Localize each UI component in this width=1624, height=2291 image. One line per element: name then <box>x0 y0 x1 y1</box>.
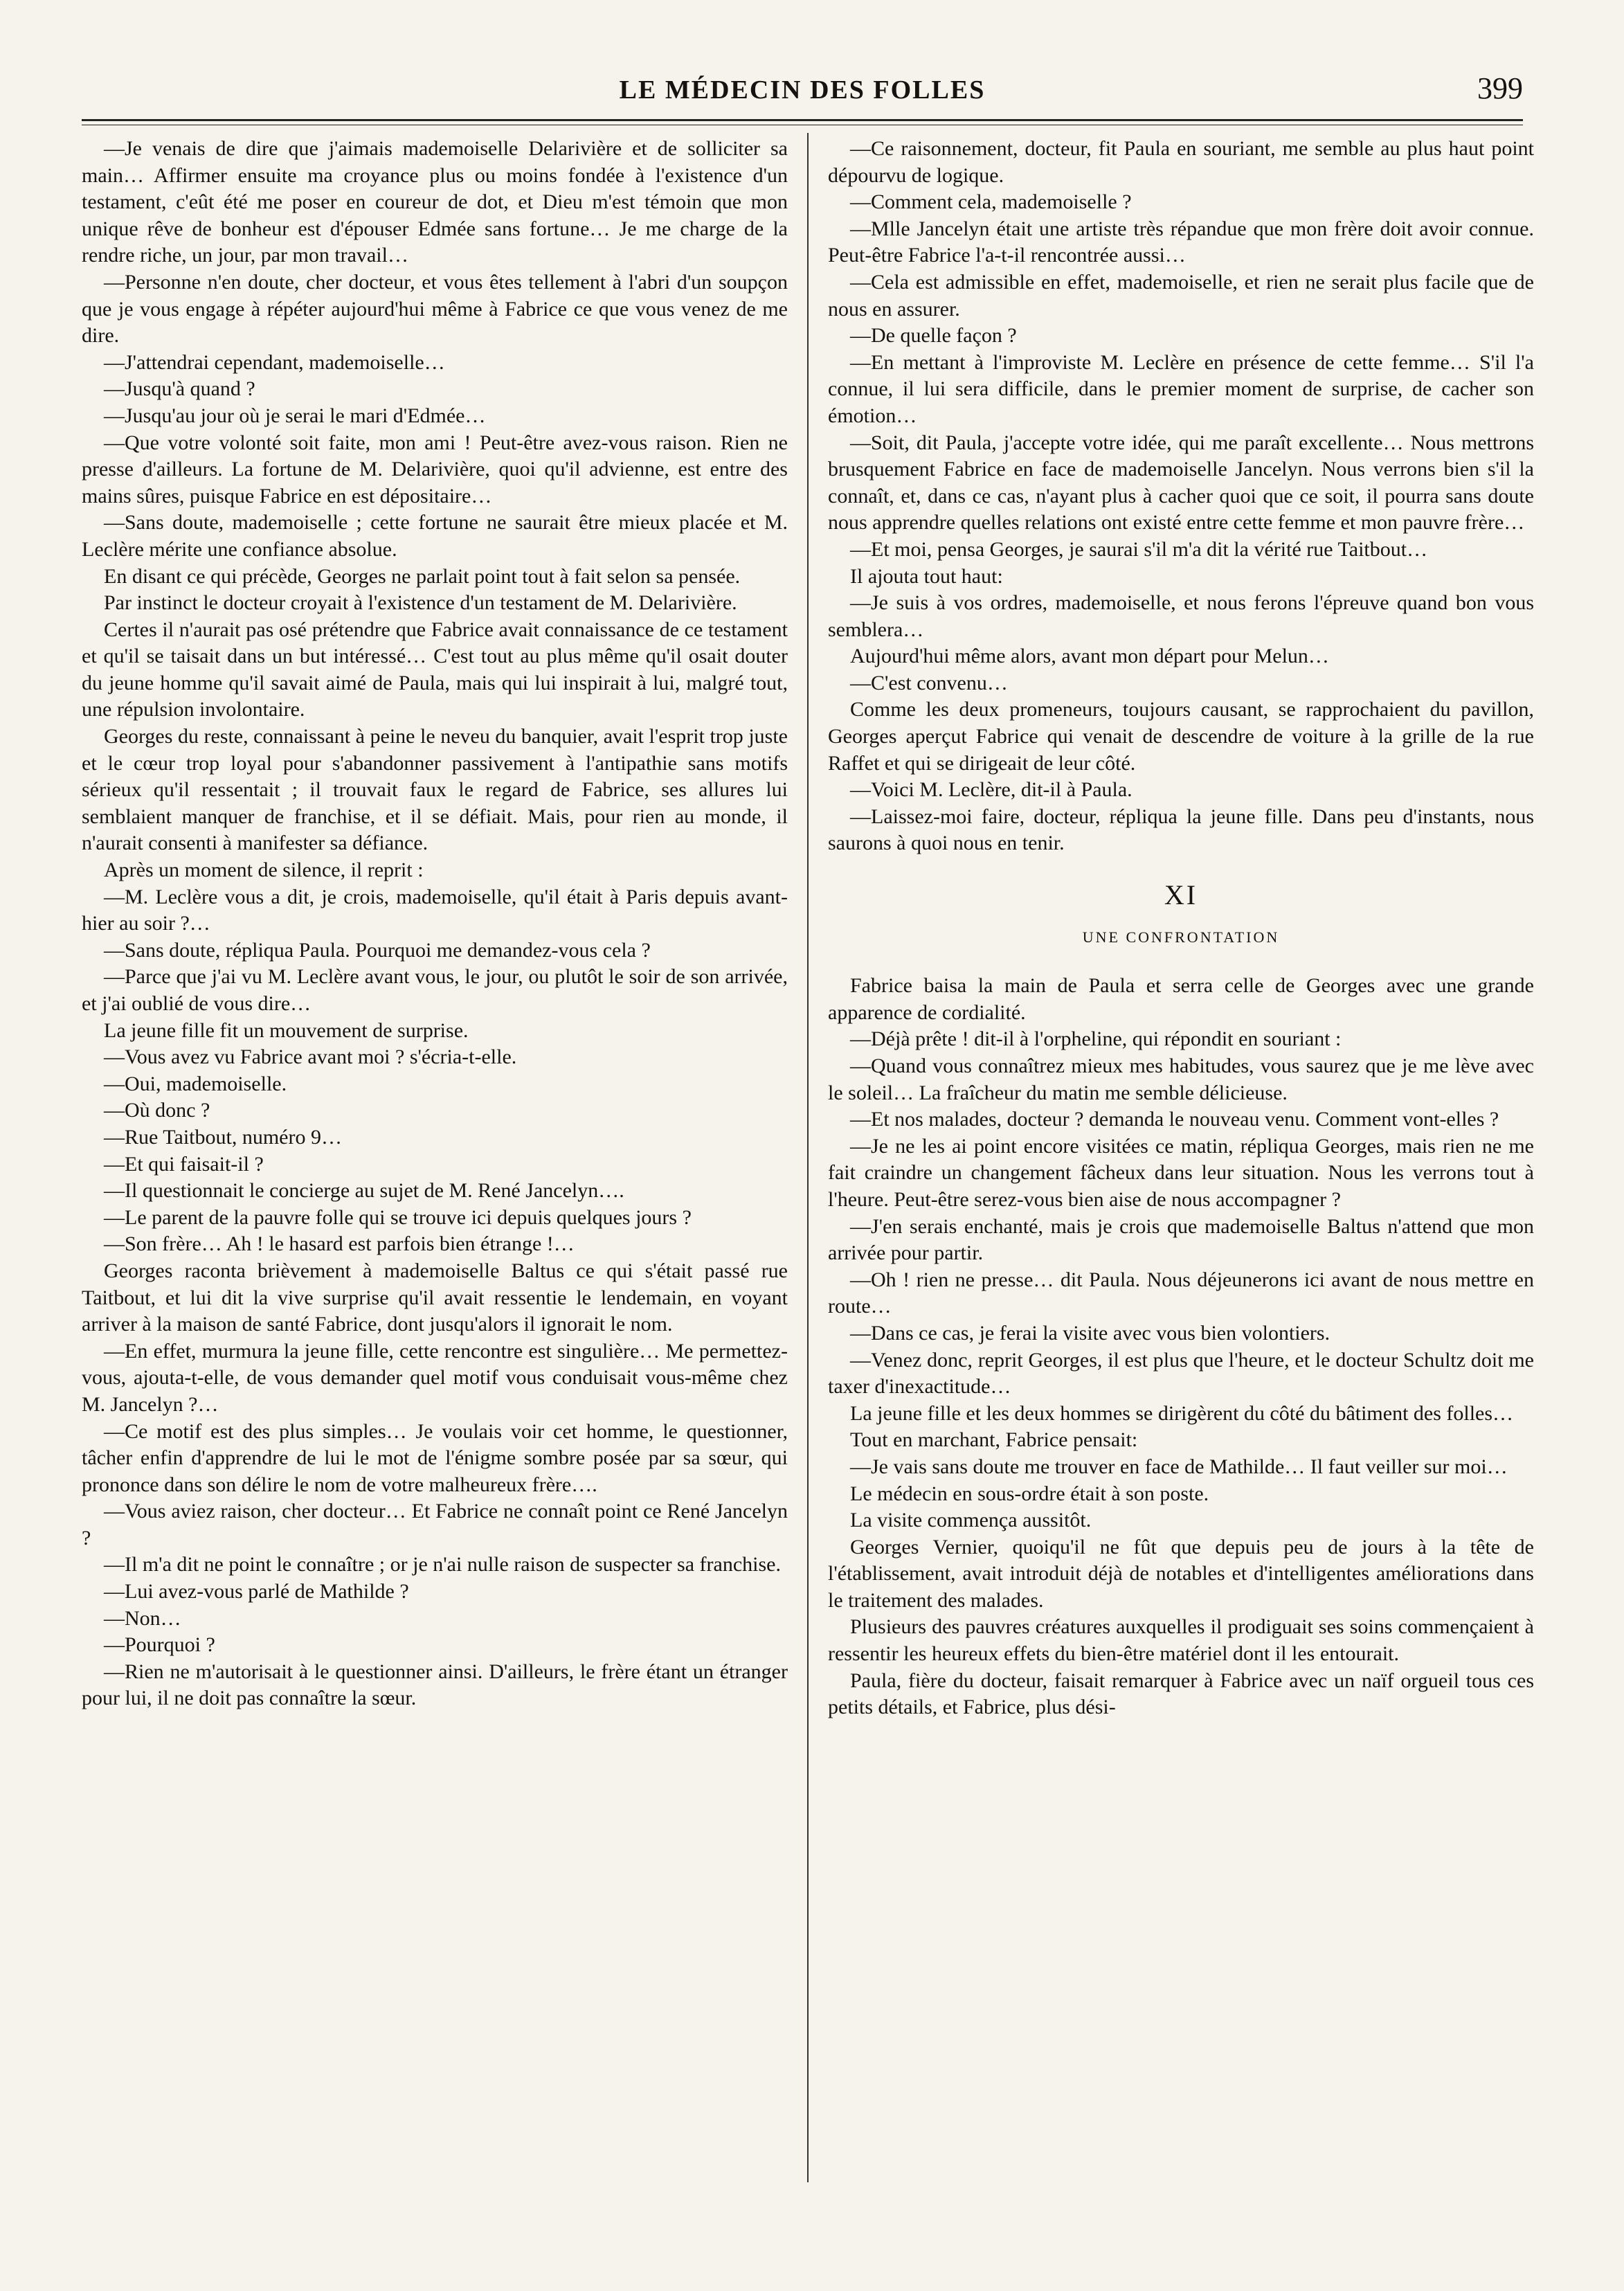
paragraph: —En mettant à l'improviste M. Leclère en présence de cette femme… S'il l'a connue, il lui sera difficile, dans le premier moment de surprise, de cacher son émotion… <box>828 350 1534 427</box>
paragraph: —Rien ne m'autorisait à le questionner ainsi. D'ailleurs, le frère étant un étranger pour lui, il ne doit pas connaître la sœur. <box>82 1660 788 1710</box>
paragraph: —Ce raisonnement, docteur, fit Paula en souriant, me semble au plus haut point dépourvu de logique. <box>828 137 1534 187</box>
header-rule <box>82 119 1523 121</box>
paragraph: —Mlle Jancelyn était une artiste très répandue que mon frère doit avoir connue. Peut-être Fabrice l'a-t-il rencontrée aussi… <box>828 217 1534 267</box>
paragraph: Aujourd'hui même alors, avant mon départ pour Melun… <box>850 645 1329 668</box>
paragraph: Certes il n'aurait pas osé prétendre que Fabrice avait connaissance de ce testament et qu'il se taisait dans un but intéressé… C'est tout au plus même qu'il osait douter du jeune homme qu'il savait aimé de Paula, mais qui lui inspirait à lui, malgré tout, une répulsion involontaire. <box>82 618 788 721</box>
paragraph: Georges du reste, connaissant à peine le neveu du banquier, avait l'esprit trop juste et le cœur trop loyal pour s'abandonner passivement à l'antipathie sans motifs sérieux qu'il ressentait ; il trouvait faux le regard de Fabrice, ses allures lui semblaient manquer de franchise, et il se défiait. Mais, pour rien au monde, il n'aurait consenti à manifester sa défiance. <box>82 725 788 855</box>
paragraph: —Quand vous connaîtrez mieux mes habitudes, vous saurez que je me lève avec le soleil… La fraîcheur du matin me semble délicieuse. <box>828 1054 1534 1104</box>
paragraph: —Et moi, pensa Georges, je saurai s'il m'a dit la vérité rue Taitbout… <box>850 537 1428 561</box>
paragraph: —Je ne les ai point encore visitées ce matin, répliqua Georges, mais rien ne me fait craindre un changement fâcheux dans leur situation. Nous les verrons tout à l'heure. Peut-être serez-vous bien aise de nous accompagner ? <box>828 1134 1534 1211</box>
left-column <box>82 136 788 2195</box>
paragraph: —Et qui faisait-il ? <box>104 1152 264 1176</box>
paragraph: —Jusqu'au jour où je serai le mari d'Edmée… <box>104 404 486 427</box>
paragraph: —Oh ! rien ne presse… dit Paula. Nous déjeunerons ici avant de nous mettre en route… <box>828 1268 1534 1318</box>
chapter-number: XI <box>1164 879 1198 911</box>
chapter-title: UNE CONFRONTATION <box>1082 928 1280 946</box>
paragraph: —Lui avez-vous parlé de Mathilde ? <box>104 1580 409 1603</box>
paragraph: Comme les deux promeneurs, toujours causant, se rapprochaient du pavillon, Georges aperçut Fabrice qui venait de descendre de voiture à la grille de la rue Raffet et qui se dirigeait de leur côté. <box>828 698 1534 775</box>
paragraph: La jeune fille et les deux hommes se dirigèrent du côté du bâtiment des folles… <box>850 1401 1514 1425</box>
paragraph: —Jusqu'à quand ? <box>104 377 255 401</box>
paragraph: —Sans doute, répliqua Paula. Pourquoi me demandez-vous cela ? <box>104 938 651 962</box>
paragraph: Georges raconta brièvement à mademoiselle Baltus ce qui s'était passé rue Taitbout, et lui dit la vive surprise qu'il avait ressentie le lendemain, en voyant arriver à la maison de santé Fabrice, dont jusqu'alors il ignorait le nom. <box>82 1259 788 1336</box>
paragraph: —Ce motif est des plus simples… Je voulais voir cet homme, le questionner, tâcher enfin d'apprendre de lui le mot de l'énigme sombre posée par sa sœur, qui prononce dans son délire le nom de votre malheureux frère…. <box>82 1419 788 1496</box>
paragraph: —Je venais de dire que j'aimais mademoiselle Delarivière et de solliciter sa main… Affirmer ensuite ma croyance plus ou moins fondée à l'existence d'un testament, c'eût été me poser en coureur de dot, et Dieu m'est témoin que mon unique rêve de bonheur est d'épouser Edmée sans fortune… Je me charge de la rendre riche, un jour, par mon travail… <box>82 137 788 267</box>
paragraph: —Laissez-moi faire, docteur, répliqua la jeune fille. Dans peu d'instants, nous saurons à quoi nous en tenir. <box>828 805 1534 855</box>
paragraph: —Oui, mademoiselle. <box>104 1072 287 1095</box>
paragraph: —Sans doute, mademoiselle ; cette fortune ne saurait être mieux placée et M. Leclère mérite une confiance absolue. <box>82 511 788 561</box>
paragraph: Par instinct le docteur croyait à l'existence d'un testament de M. Delarivière. <box>104 591 737 615</box>
paragraph: —Personne n'en doute, cher docteur, et vous êtes tellement à l'abri d'un soupçon que je vous engage à répéter aujourd'hui même à Fabrice ce que vous venez de me dire. <box>82 270 788 348</box>
right-column <box>828 136 1534 2195</box>
paragraph: —C'est convenu… <box>850 671 1008 694</box>
paragraph: En disant ce qui précède, Georges ne parlait point tout à fait selon sa pensée. <box>104 564 741 588</box>
paragraph: —Le parent de la pauvre folle qui se trouve ici depuis quelques jours ? <box>104 1205 692 1229</box>
paragraph: —Il m'a dit ne point le connaître ; or je n'ai nulle raison de suspecter sa franchise. <box>104 1553 781 1576</box>
paragraph: Après un moment de silence, il reprit : <box>104 859 424 882</box>
paragraph: —De quelle façon ? <box>850 324 1017 348</box>
paragraph: La jeune fille fit un mouvement de surprise. <box>104 1018 469 1042</box>
paragraph: Le médecin en sous-ordre était à son poste. <box>850 1482 1209 1505</box>
paragraph: —Je suis à vos ordres, mademoiselle, et nous ferons l'épreuve quand bon vous semblera… <box>828 591 1534 641</box>
paragraph: Tout en marchant, Fabrice pensait: <box>850 1428 1138 1452</box>
paragraph: —Pourquoi ? <box>104 1633 215 1657</box>
paragraph: —Parce que j'ai vu M. Leclère avant vous, le jour, ou plutôt le soir de son arrivée, et j'ai oublié de vous dire… <box>82 965 788 1015</box>
paragraph: —J'en serais enchanté, mais je crois que mademoiselle Baltus n'attend que mon arrivée pour partir. <box>828 1214 1534 1265</box>
paragraph: —En effet, murmura la jeune fille, cette rencontre est singulière… Me permettez-vous, ajouta-t-elle, de vous demander quel motif vous conduisait vous-même chez M. Jancelyn ?… <box>82 1339 788 1416</box>
paragraph: —Où donc ? <box>104 1099 210 1122</box>
paragraph: —M. Leclère vous a dit, je crois, mademoiselle, qu'il était à Paris depuis avant-hier au soir ?… <box>82 885 788 935</box>
paragraph: —J'attendrai cependant, mademoiselle… <box>104 350 445 374</box>
paragraph: —Rue Taitbout, numéro 9… <box>104 1125 342 1149</box>
paragraph: Plusieurs des pauvres créatures auxquelles il prodiguait ses soins commençaient à ressentir les heureux effets du bien-être matériel dont il les entourait. <box>828 1615 1534 1666</box>
paragraph: Fabrice baisa la main de Paula et serra celle de Georges avec une grande apparence de cordialité. <box>828 974 1534 1024</box>
running-title: LE MÉDECIN DES FOLLES <box>619 75 986 105</box>
paragraph: —Dans ce cas, je ferai la visite avec vous bien volontiers. <box>850 1321 1330 1345</box>
paragraph: —Vous avez vu Fabrice avant moi ? s'écria-t-elle. <box>104 1045 517 1069</box>
column-divider <box>807 133 809 2182</box>
paragraph: —Comment cela, mademoiselle ? <box>850 190 1132 214</box>
paragraph: —Soit, dit Paula, j'accepte votre idée, qui me paraît excellente… Nous mettrons brusquement Fabrice en face de mademoiselle Jancelyn. Nous verrons bien s'il la connaît, et, dans ce cas, n'ayant plus à cacher quoi que ce soit, il pourra sans doute nous apprendre quelles relations ont existé entre cette femme et mon pauvre frère… <box>828 431 1534 534</box>
paragraph: —Vous aviez raison, cher docteur… Et Fabrice ne connaît point ce René Jancelyn ? <box>82 1500 788 1549</box>
page-number: 399 <box>1477 71 1523 105</box>
page-header <box>82 69 1523 118</box>
paragraph: —Cela est admissible en effet, mademoiselle, et rien ne serait plus facile que de nous en assurer. <box>828 270 1534 321</box>
paragraph: —Déjà prête ! dit-il à l'orpheline, qui répondit en souriant : <box>850 1027 1342 1051</box>
paragraph: —Que votre volonté soit faite, mon ami ! Peut-être avez-vous raison. Rien ne presse d'ailleurs. La fortune de M. Delarivière, quoi qu'il advienne, est entre des mains sûres, puisque Fabrice en est dépositaire… <box>82 431 788 507</box>
paragraph: —Venez donc, reprit Georges, il est plus que l'heure, et le docteur Schultz doit me taxer d'inexactitude… <box>828 1348 1534 1399</box>
paragraph: —Non… <box>104 1606 181 1630</box>
paragraph: —Je vais sans doute me trouver en face de Mathilde… Il faut veiller sur moi… <box>850 1455 1508 1478</box>
paragraph: Georges Vernier, quoiqu'il ne fût que depuis peu de jours à la tête de l'établissement, avait introduit déjà de notables et d'intelligentes améliorations dans le traitement des malades. <box>828 1535 1534 1612</box>
paragraph: —Son frère… Ah ! le hasard est parfois bien étrange !… <box>104 1232 575 1256</box>
paragraph: Il ajouta tout haut: <box>850 564 1003 588</box>
paragraph: Paula, fière du docteur, faisait remarquer à Fabrice avec un naïf orgueil tous ces petits détails, et Fabrice, plus dési- <box>828 1669 1534 1719</box>
paragraph: —Et nos malades, docteur ? demanda le nouveau venu. Comment vont-elles ? <box>850 1108 1499 1131</box>
paragraph: —Il questionnait le concierge au sujet de M. René Jancelyn…. <box>104 1179 624 1203</box>
paragraph: —Voici M. Leclère, dit-il à Paula. <box>850 778 1133 802</box>
paragraph: La visite commença aussitôt. <box>850 1509 1092 1532</box>
